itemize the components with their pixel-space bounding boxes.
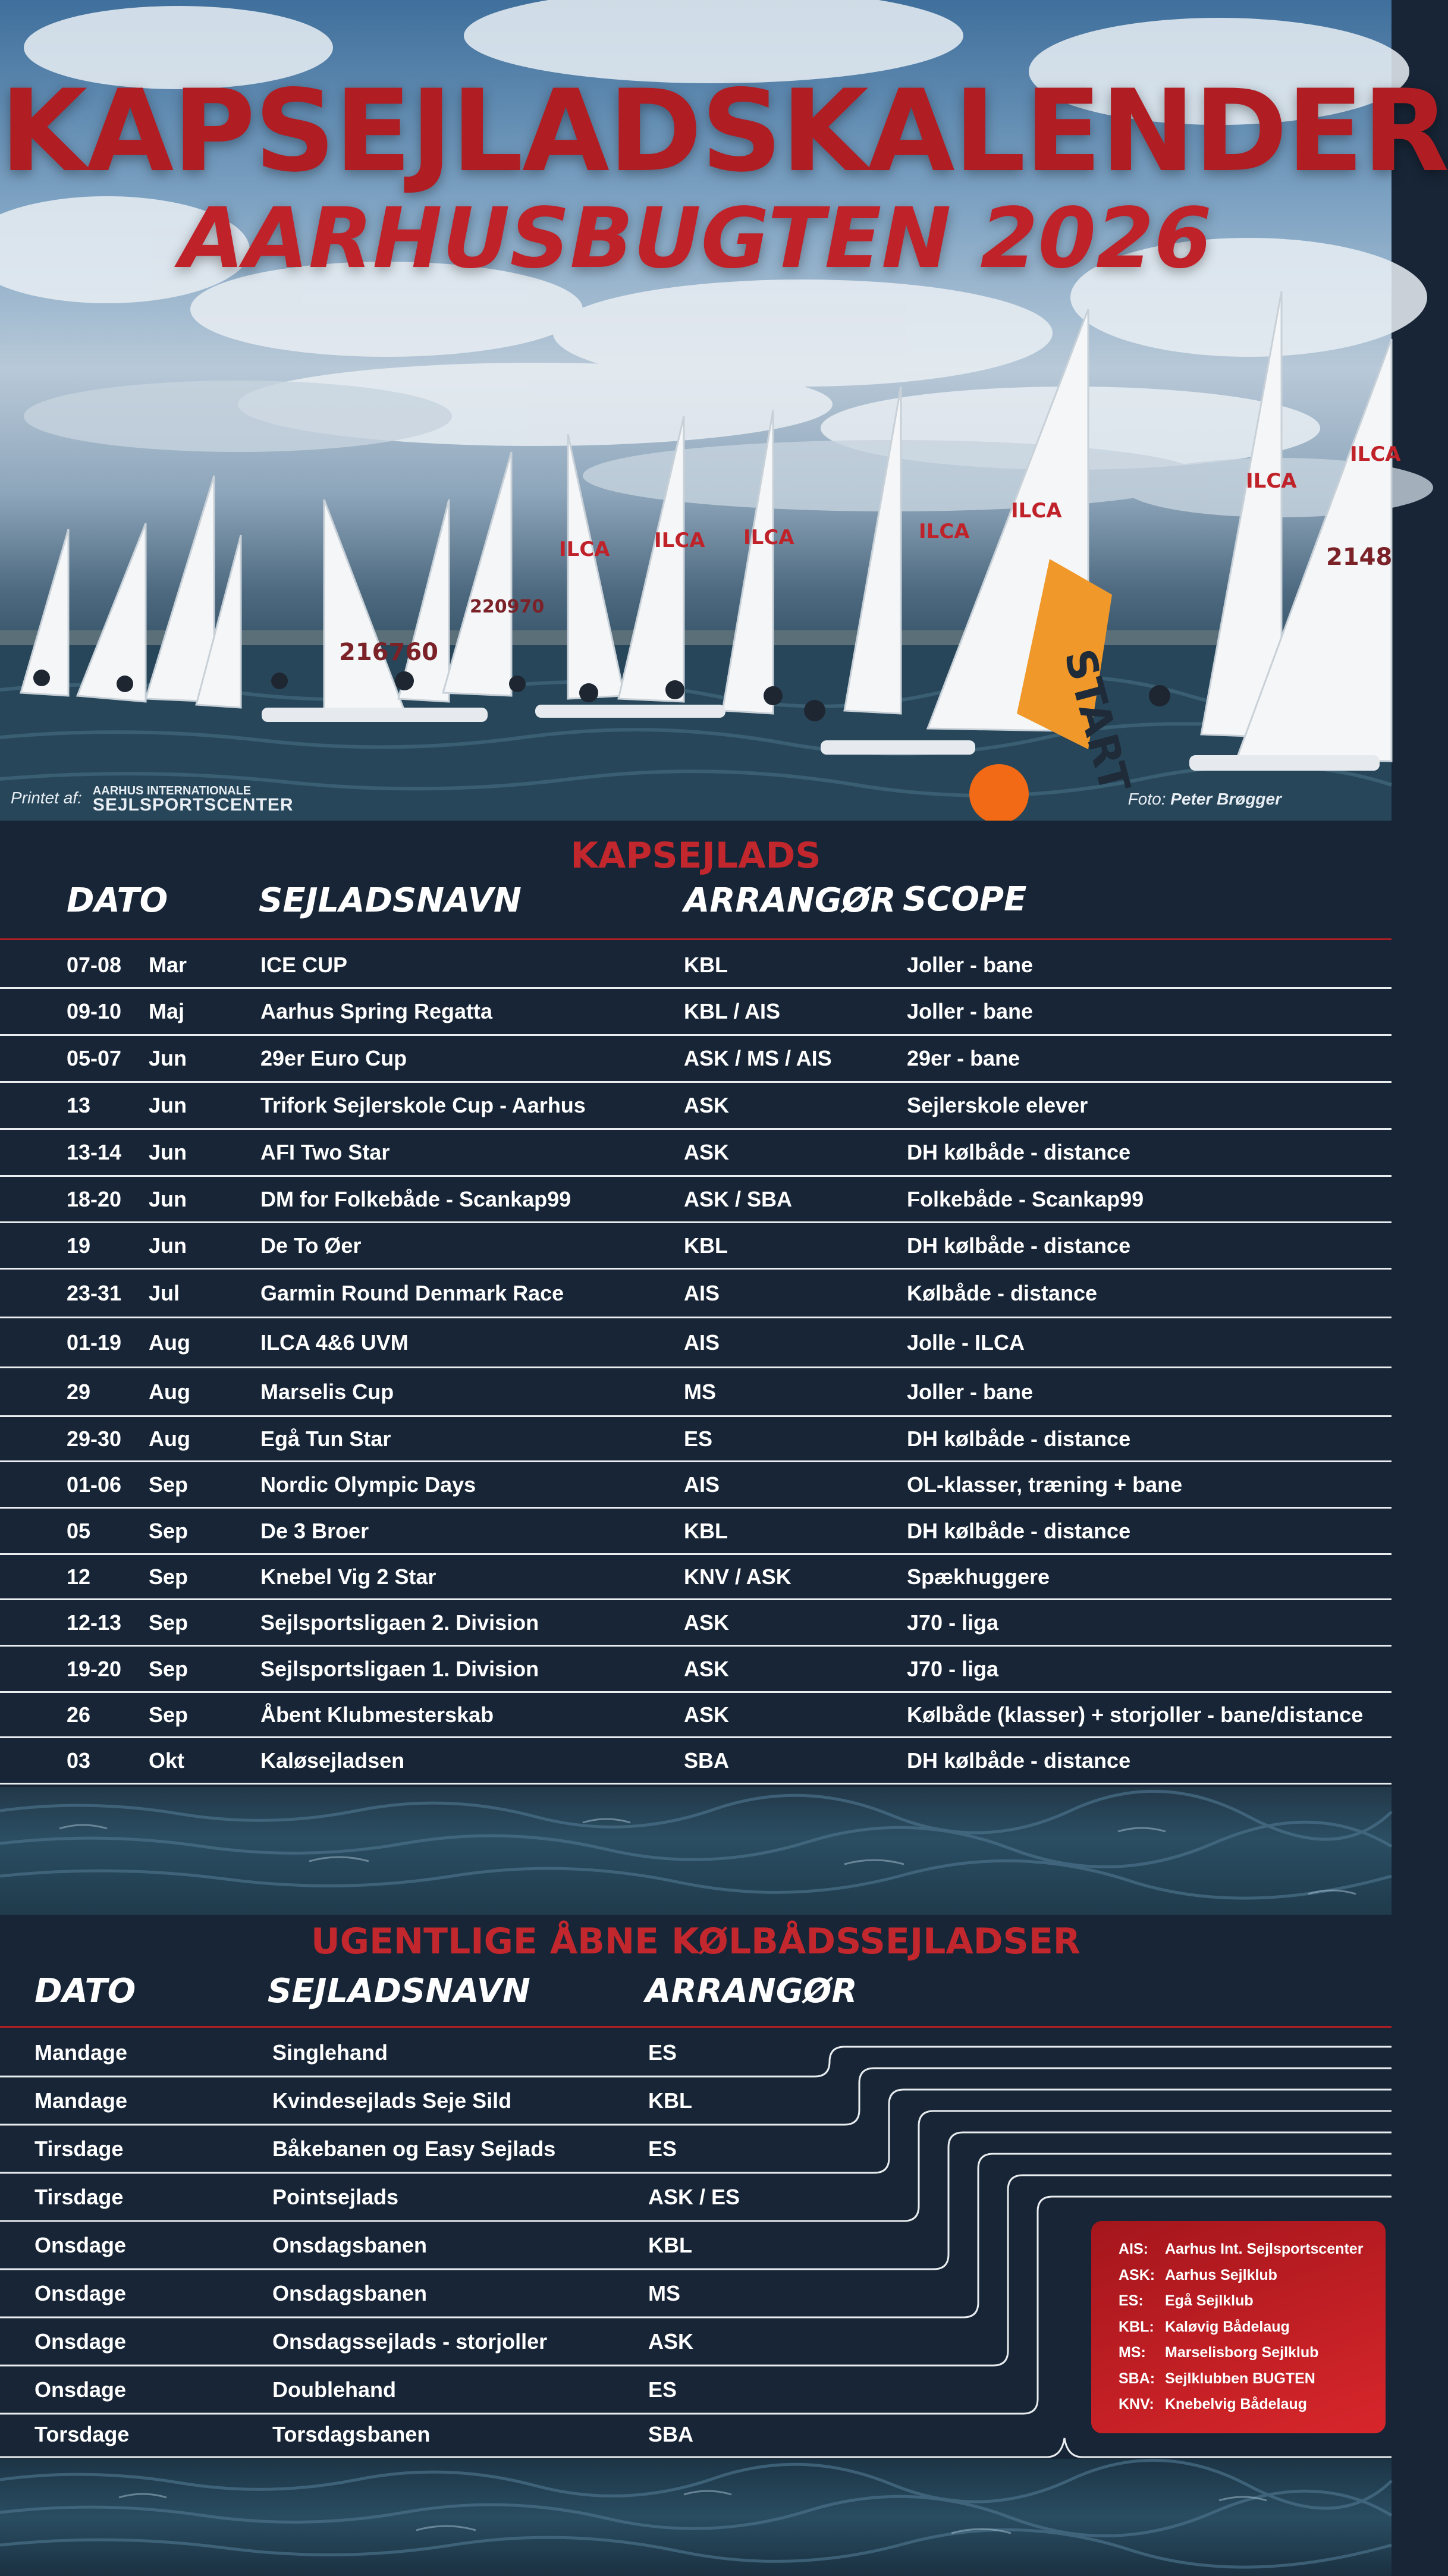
race-row	[0, 1738, 1392, 1785]
weekly-day: Onsdage	[34, 2329, 127, 2354]
race-name: Nordic Olympic Days	[260, 1472, 476, 1497]
race-scope: Jolle - ILCA	[907, 1330, 1025, 1355]
weekly-name: Onsdagsbanen	[272, 2280, 428, 2305]
race-scope: Kølbåde (klasser) + storjoller - bane/distance	[907, 1702, 1364, 1727]
races-header-rule	[0, 938, 1392, 940]
legend-club: Kaløvig Bådelaug	[1165, 2318, 1290, 2335]
legend-item	[1119, 2366, 1386, 2392]
weekly-header-name: SEJLADSNAVN	[268, 1972, 530, 2010]
race-month: Mar	[149, 952, 187, 977]
sail-number-2: 220970	[470, 596, 545, 617]
race-row	[0, 1130, 1392, 1177]
race-name: Knebel Vig 2 Star	[260, 1564, 436, 1589]
race-days: 03	[67, 1748, 91, 1773]
race-organizer: KBL / AIS	[684, 999, 781, 1023]
race-days: 19-20	[67, 1656, 122, 1681]
race-scope: DH kølbåde - distance	[907, 1748, 1131, 1773]
sea-waves-footer	[0, 2459, 1392, 2576]
weekly-name: Kvindesejlads Seje Sild	[272, 2088, 512, 2113]
race-month: Sep	[149, 1656, 189, 1681]
weekly-day: Torsdage	[34, 2421, 130, 2446]
legend-abbr: KBL:	[1119, 2318, 1154, 2335]
races-section	[0, 821, 1392, 1787]
weekly-organizer: KBL	[648, 2088, 692, 2113]
race-row	[0, 1555, 1392, 1600]
legend-item	[1119, 2263, 1386, 2289]
sea-image-footer	[0, 2459, 1392, 2576]
race-days: 01-06	[67, 1472, 122, 1497]
race-days: 09-10	[67, 999, 122, 1023]
legend-abbr: KNV:	[1119, 2396, 1154, 2413]
race-scope: J70 - liga	[907, 1656, 999, 1681]
race-organizer: ASK	[684, 1610, 730, 1635]
race-month: Sep	[149, 1518, 189, 1543]
sail-brand-2: ILCA	[654, 529, 705, 552]
race-row	[0, 1083, 1392, 1130]
races-title: KAPSEJLADS	[570, 835, 821, 877]
race-organizer: AIS	[684, 1330, 720, 1355]
race-month: Jun	[149, 1093, 187, 1117]
race-scope: Joller - bane	[907, 952, 1034, 977]
sail-brand-4: ILCA	[919, 520, 970, 544]
race-days: 05	[67, 1518, 91, 1543]
sail-brand-1: ILCA	[559, 538, 610, 561]
sea-image-strip	[0, 1787, 1392, 1915]
weekly-organizer: ES	[648, 2040, 677, 2065]
race-organizer: ASK	[684, 1093, 730, 1117]
race-row	[0, 1600, 1392, 1647]
race-scope: J70 - liga	[907, 1610, 999, 1635]
race-scope: Kølbåde - distance	[907, 1280, 1098, 1305]
race-month: Jun	[149, 1046, 187, 1070]
weekly-organizer: ASK	[648, 2329, 694, 2354]
race-month: Jun	[149, 1233, 187, 1258]
legend-abbr: SBA:	[1119, 2370, 1155, 2387]
race-name: De 3 Broer	[260, 1518, 369, 1543]
weekly-organizer: ES	[648, 2136, 677, 2161]
race-scope: Spækhuggere	[907, 1564, 1050, 1589]
race-organizer: KBL	[684, 1518, 728, 1543]
race-scope: DH kølbåde - distance	[907, 1426, 1131, 1451]
legend-item	[1119, 2314, 1386, 2341]
race-month: Sep	[149, 1472, 189, 1497]
weekly-day: Tirsdage	[34, 2184, 124, 2209]
hero-photo	[0, 0, 1448, 821]
legend-club: Egå Sejlklub	[1165, 2292, 1254, 2310]
race-name: Sejlsportsligaen 1. Division	[260, 1656, 539, 1681]
race-row	[0, 1270, 1392, 1318]
race-organizer: KBL	[684, 952, 728, 977]
race-month: Jun	[149, 1140, 187, 1164]
sail-brand-5: ILCA	[1011, 499, 1062, 523]
race-row	[0, 1462, 1392, 1509]
weekly-name: Singlehand	[272, 2040, 388, 2065]
races-header-name: SEJLADSNAVN	[259, 881, 522, 920]
weekly-name: Torsdagsbanen	[272, 2421, 431, 2446]
race-organizer: ASK	[684, 1702, 730, 1727]
race-organizer: AIS	[684, 1280, 720, 1305]
races-header-scope: SCOPE	[903, 880, 1027, 919]
weekly-header-organizer: ARRANGØR	[645, 1972, 858, 2010]
weekly-organizer: KBL	[648, 2232, 692, 2257]
race-month: Jun	[149, 1186, 187, 1211]
race-organizer: ES	[684, 1426, 713, 1451]
race-days: 12-13	[67, 1610, 122, 1635]
race-scope: Joller - bane	[907, 999, 1034, 1023]
race-row	[0, 1368, 1392, 1417]
race-days: 13	[67, 1093, 91, 1117]
races-header-date: DATO	[67, 881, 168, 920]
race-row	[0, 1647, 1392, 1693]
race-days: 07-08	[67, 952, 122, 977]
start-flag-text: START	[1054, 644, 1140, 798]
legend-abbr: AIS:	[1119, 2241, 1148, 2258]
printer-label: Printet af:	[11, 788, 82, 807]
race-row	[0, 1223, 1392, 1270]
race-days: 29	[67, 1379, 91, 1404]
legend-item	[1119, 2392, 1386, 2418]
legend-item	[1119, 2236, 1386, 2263]
legend-club: Sejlklubben BUGTEN	[1165, 2370, 1315, 2387]
race-row	[0, 989, 1392, 1036]
race-days: 18-20	[67, 1186, 122, 1211]
race-month: Okt	[149, 1748, 185, 1773]
race-month: Sep	[149, 1564, 189, 1589]
sail-brand-7: ILCA	[1350, 442, 1401, 466]
race-name: Marselis Cup	[260, 1379, 394, 1404]
race-name: Sejlsportsligaen 2. Division	[260, 1610, 539, 1635]
race-scope: DH kølbåde - distance	[907, 1140, 1131, 1164]
race-organizer: ASK / MS / AIS	[684, 1046, 832, 1070]
weekly-day: Onsdage	[34, 2377, 127, 2402]
race-name: 29er Euro Cup	[260, 1046, 407, 1070]
race-name: De To Øer	[260, 1233, 362, 1258]
legend-abbr: ES:	[1119, 2292, 1144, 2310]
weekly-day: Onsdage	[34, 2232, 127, 2257]
sea-waves	[0, 1787, 1392, 1915]
page-title: KAPSEJLADSKALENDER	[0, 65, 1448, 197]
races-header-organizer: ARRANGØR	[684, 881, 896, 920]
race-name: AFI Two Star	[260, 1140, 390, 1164]
weekly-title: UGENTLIGE ÅBNE KØLBÅDSSEJLADSER	[310, 1921, 1081, 1962]
race-row	[0, 1693, 1392, 1738]
printer-logo	[92, 784, 294, 815]
weekly-name: Doublehand	[272, 2377, 396, 2402]
weekly-day: Mandage	[34, 2088, 128, 2113]
weekly-name: Onsdagssejlads - storjoller	[272, 2329, 548, 2354]
race-name: ILCA 4&6 UVM	[260, 1330, 409, 1355]
race-name: Aarhus Spring Regatta	[260, 999, 493, 1023]
race-name: Garmin Round Denmark Race	[260, 1280, 564, 1305]
sail-brand-6: ILCA	[1246, 469, 1297, 493]
printer-logo-line1: AARHUS INTERNATIONALE	[92, 784, 252, 797]
race-row	[0, 943, 1392, 989]
sail-brand-3: ILCA	[743, 526, 794, 549]
printer-credit	[11, 784, 294, 815]
legend-club: Marselisborg Sejlklub	[1165, 2344, 1319, 2361]
race-row	[0, 1318, 1392, 1368]
weekly-day: Mandage	[34, 2040, 128, 2065]
race-row	[0, 1417, 1392, 1462]
race-name: ICE CUP	[260, 952, 348, 977]
race-name: Trifork Sejlerskole Cup - Aarhus	[260, 1093, 586, 1117]
legend-club: Knebelvig Bådelaug	[1165, 2396, 1307, 2413]
legend-club: Aarhus Int. Sejlsportscenter	[1165, 2241, 1364, 2258]
race-days: 19	[67, 1233, 91, 1258]
race-month: Jul	[149, 1280, 180, 1305]
photo-label: Foto:	[1127, 790, 1166, 808]
race-scope: DH kølbåde - distance	[907, 1518, 1131, 1543]
race-scope: Folkebåde - Scankap99	[907, 1186, 1144, 1211]
page-subtitle: AARHUSBUGTEN 2026	[180, 190, 1212, 287]
race-days: 13-14	[67, 1140, 122, 1164]
weekly-name: Båkebanen og Easy Sejlads	[272, 2136, 556, 2161]
weekly-organizer: SBA	[648, 2421, 694, 2446]
race-days: 01-19	[67, 1330, 122, 1355]
sail-number-1: 216760	[339, 639, 438, 666]
weekly-organizer: ASK / ES	[648, 2184, 740, 2209]
race-month: Sep	[149, 1610, 189, 1635]
race-days: 29-30	[67, 1426, 122, 1451]
race-organizer: MS	[684, 1379, 716, 1404]
race-scope: 29er - bane	[907, 1046, 1020, 1070]
race-name: Kaløsejladsen	[260, 1748, 405, 1773]
weekly-header-date: DATO	[34, 1972, 136, 2010]
weekly-organizer: ES	[648, 2377, 677, 2402]
race-month: Sep	[149, 1702, 189, 1727]
race-organizer: ASK	[684, 1656, 730, 1681]
club-legend	[1091, 2221, 1386, 2433]
race-days: 26	[67, 1702, 91, 1727]
race-month: Aug	[149, 1379, 190, 1404]
weekly-name: Onsdagsbanen	[272, 2232, 428, 2257]
race-row	[0, 1509, 1392, 1555]
legend-abbr: ASK:	[1119, 2266, 1155, 2283]
photo-credit	[1128, 790, 1281, 809]
race-days: 12	[67, 1564, 91, 1589]
photo-name: Peter Brøgger	[1170, 790, 1281, 808]
race-name: Egå Tun Star	[260, 1426, 391, 1451]
weekly-name: Pointsejlads	[272, 2184, 399, 2209]
race-organizer: ASK / SBA	[684, 1186, 793, 1211]
race-scope: Joller - bane	[907, 1379, 1034, 1404]
weekly-day: Tirsdage	[34, 2136, 124, 2161]
legend-abbr: MS:	[1119, 2344, 1146, 2361]
race-organizer: ASK	[684, 1140, 730, 1164]
weekly-section	[0, 1915, 1392, 2459]
race-month: Maj	[149, 999, 185, 1023]
race-month: Aug	[149, 1426, 190, 1451]
race-row	[0, 1036, 1392, 1083]
legend-item	[1119, 2340, 1386, 2366]
race-scope: DH kølbåde - distance	[907, 1233, 1131, 1258]
race-days: 05-07	[67, 1046, 122, 1070]
race-days: 23-31	[67, 1280, 122, 1305]
race-scope: OL-klasser, træning + bane	[907, 1472, 1183, 1497]
race-organizer: KNV / ASK	[684, 1564, 791, 1589]
weekly-day: Onsdage	[34, 2280, 127, 2305]
race-organizer: KBL	[684, 1233, 728, 1258]
race-organizer: SBA	[684, 1748, 730, 1773]
race-scope: Sejlerskole elever	[907, 1093, 1088, 1117]
legend-item	[1119, 2288, 1386, 2314]
printer-logo-line2: SEJLSPORTSCENTER	[92, 795, 294, 815]
race-organizer: AIS	[684, 1472, 720, 1497]
race-row	[0, 1177, 1392, 1223]
race-name: Åbent Klubmesterskab	[260, 1702, 494, 1727]
race-name: DM for Folkebåde - Scankap99	[260, 1186, 571, 1211]
weekly-organizer: MS	[648, 2280, 680, 2305]
sail-number-3: 2148	[1326, 544, 1393, 571]
race-month: Aug	[149, 1330, 190, 1355]
legend-club: Aarhus Sejlklub	[1165, 2266, 1277, 2283]
